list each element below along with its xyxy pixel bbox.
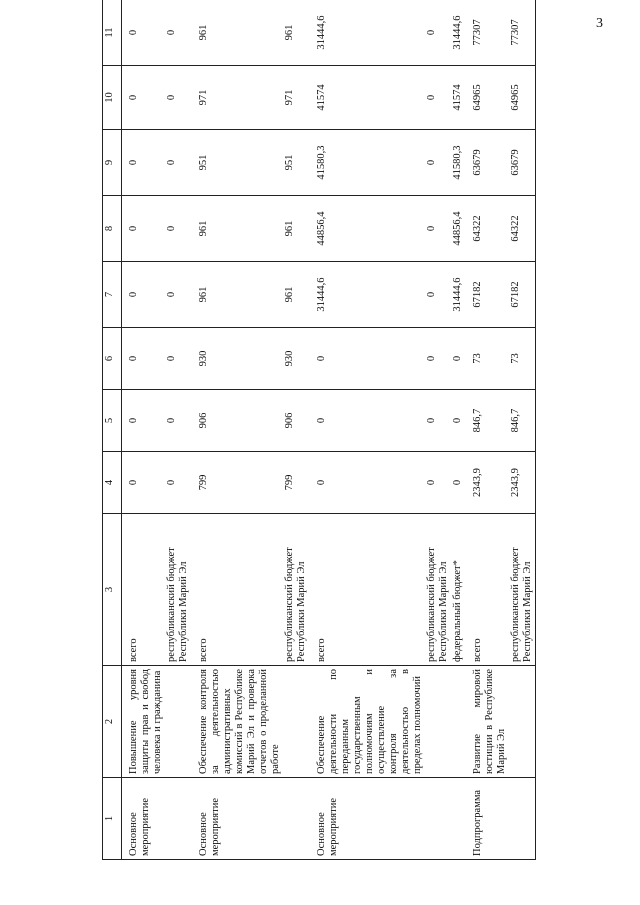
row-type-cell	[451, 778, 465, 860]
row-type-cell: Подпрограмма	[471, 778, 509, 860]
col-header: 6	[103, 328, 122, 390]
value-cell: 0	[451, 452, 465, 514]
value-cell: 67182	[509, 262, 536, 328]
row-type-cell	[425, 778, 451, 860]
value-cell: 0	[122, 196, 166, 262]
value-cell: 44856,4	[451, 196, 465, 262]
value-cell: 799	[197, 452, 283, 514]
value-cell: 971	[197, 66, 283, 130]
value-cell: 0	[451, 328, 465, 390]
value-cell: 64322	[471, 196, 509, 262]
value-cell: 0	[425, 452, 451, 514]
value-cell: 31444,6	[315, 0, 425, 66]
row-type-cell: Основное мероприятие	[315, 778, 425, 860]
col-header: 11	[103, 0, 122, 66]
value-cell: 0	[165, 452, 191, 514]
funding-source-cell: федеральный бюджет*	[451, 514, 465, 666]
value-cell: 906	[283, 390, 309, 452]
rotated-table-container	[102, 0, 622, 860]
value-cell: 951	[197, 130, 283, 196]
table-row	[165, 0, 191, 860]
row-name-cell: Повышение уровня защиты прав и свобод человека и гражданина	[122, 666, 166, 778]
funding-source-cell: всего	[315, 514, 425, 666]
value-cell: 0	[122, 390, 166, 452]
col-header: 9	[103, 130, 122, 196]
value-cell: 906	[197, 390, 283, 452]
value-cell: 961	[283, 196, 309, 262]
funding-source-cell: республиканский бюджет Республики Марий Эл	[425, 514, 451, 666]
col-header: 8	[103, 196, 122, 262]
value-cell: 0	[122, 130, 166, 196]
value-cell: 0	[122, 262, 166, 328]
value-cell: 0	[425, 328, 451, 390]
row-name-cell	[451, 666, 465, 778]
table-row	[509, 0, 536, 860]
value-cell: 41580,3	[451, 130, 465, 196]
value-cell: 0	[425, 390, 451, 452]
value-cell: 0	[165, 0, 191, 66]
value-cell: 73	[509, 328, 536, 390]
value-cell: 0	[425, 262, 451, 328]
col-header: 2	[103, 666, 122, 778]
value-cell: 44856,4	[315, 196, 425, 262]
value-cell: 41574	[451, 66, 465, 130]
value-cell: 951	[283, 130, 309, 196]
value-cell: 77307	[509, 0, 536, 66]
row-name-cell: Обеспечение деятельности по переданным государственным полномочиям и осуществление контроля за деятельностью в пределах полномочий	[315, 666, 425, 778]
table-row	[451, 0, 465, 860]
value-cell: 63679	[471, 130, 509, 196]
value-cell: 64965	[509, 66, 536, 130]
value-cell: 67182	[471, 262, 509, 328]
value-cell: 846,7	[509, 390, 536, 452]
row-name-cell: Развитие мировой юстиции в Республике Марий Эл	[471, 666, 509, 778]
value-cell: 0	[122, 66, 166, 130]
value-cell: 31444,6	[315, 262, 425, 328]
row-name-cell	[509, 666, 536, 778]
page-number: 3	[596, 16, 603, 31]
table-row	[471, 0, 509, 860]
value-cell: 63679	[509, 130, 536, 196]
value-cell: 0	[315, 452, 425, 514]
value-cell: 2343,9	[509, 452, 536, 514]
row-type-cell: Основное мероприятие	[122, 778, 166, 860]
row-name-cell: Обеспечение контроля за деятельностью административных комиссий в Республике Марий Эл и проверка отчетов о проделанной работе	[197, 666, 283, 778]
value-cell: 64965	[471, 66, 509, 130]
funding-source-cell: всего	[471, 514, 509, 666]
header-row	[103, 0, 122, 860]
value-cell: 0	[165, 328, 191, 390]
value-cell: 31444,6	[451, 262, 465, 328]
row-type-cell	[283, 778, 309, 860]
value-cell: 0	[165, 390, 191, 452]
col-header: 1	[103, 778, 122, 860]
budget-table	[102, 0, 536, 860]
value-cell: 2343,9	[471, 452, 509, 514]
row-type-cell: Основное мероприятие	[197, 778, 283, 860]
value-cell: 961	[197, 0, 283, 66]
value-cell: 0	[165, 130, 191, 196]
value-cell: 41580,3	[315, 130, 425, 196]
value-cell: 799	[283, 452, 309, 514]
value-cell: 0	[425, 0, 451, 66]
value-cell: 0	[122, 0, 166, 66]
value-cell: 0	[425, 130, 451, 196]
funding-source-cell: всего	[122, 514, 166, 666]
value-cell: 961	[197, 262, 283, 328]
value-cell: 64322	[509, 196, 536, 262]
value-cell: 961	[197, 196, 283, 262]
col-header: 4	[103, 452, 122, 514]
value-cell: 77307	[471, 0, 509, 66]
table-row	[283, 0, 309, 860]
value-cell: 0	[122, 328, 166, 390]
row-name-cell	[283, 666, 309, 778]
value-cell: 0	[165, 196, 191, 262]
value-cell: 846,7	[471, 390, 509, 452]
col-header: 5	[103, 390, 122, 452]
funding-source-cell: республиканский бюджет Республики Марий Эл	[283, 514, 309, 666]
value-cell: 0	[165, 66, 191, 130]
value-cell: 961	[283, 262, 309, 328]
table-row	[315, 0, 425, 860]
col-header: 3	[103, 514, 122, 666]
row-name-cell	[425, 666, 451, 778]
value-cell: 930	[197, 328, 283, 390]
value-cell: 0	[451, 390, 465, 452]
table-row	[122, 0, 166, 860]
row-type-cell	[165, 778, 191, 860]
value-cell: 0	[425, 196, 451, 262]
value-cell: 73	[471, 328, 509, 390]
row-type-cell	[509, 778, 536, 860]
funding-source-cell: всего	[197, 514, 283, 666]
table-row	[425, 0, 451, 860]
col-header: 10	[103, 66, 122, 130]
table-row	[197, 0, 283, 860]
value-cell: 961	[283, 0, 309, 66]
funding-source-cell: республиканский бюджет Республики Марий Эл	[509, 514, 536, 666]
value-cell: 0	[315, 390, 425, 452]
row-name-cell	[165, 666, 191, 778]
table-body	[122, 0, 536, 860]
value-cell: 31444,6	[451, 0, 465, 66]
value-cell: 0	[425, 66, 451, 130]
value-cell: 0	[165, 262, 191, 328]
value-cell: 0	[122, 452, 166, 514]
col-header: 7	[103, 262, 122, 328]
value-cell: 930	[283, 328, 309, 390]
value-cell: 971	[283, 66, 309, 130]
funding-source-cell: республиканский бюджет Республики Марий Эл	[165, 514, 191, 666]
value-cell: 0	[315, 328, 425, 390]
value-cell: 41574	[315, 66, 425, 130]
